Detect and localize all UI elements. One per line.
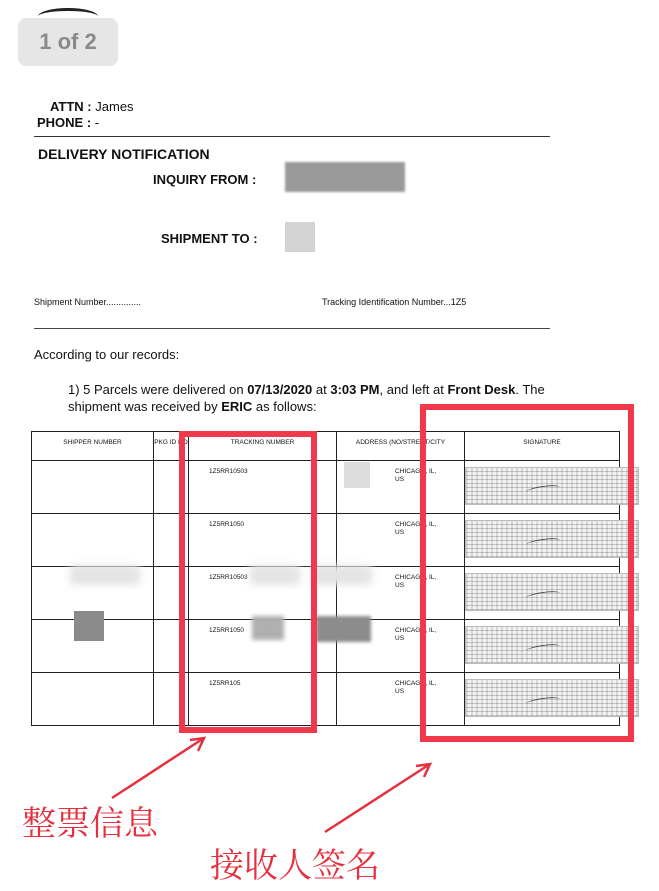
annotation-ticket-info: 整票信息 [22, 804, 158, 844]
tracking-value: 1Z5RR1050 [209, 627, 245, 634]
redaction-block [74, 611, 104, 641]
receiver-name: ERIC [221, 399, 253, 414]
redaction-blur [316, 616, 371, 642]
shipper-cell [32, 461, 154, 514]
col-address: ADDRESS (NO/STREET/CITY [337, 432, 465, 461]
address-country: US [395, 476, 405, 483]
tracking-highlight-box [179, 431, 317, 733]
shipment-to-label: SHIPMENT TO : [161, 231, 258, 246]
arrow-to-tracking [112, 738, 204, 798]
address-city: CHICAGO, IL, [395, 680, 437, 687]
summary-text: shipment was received by [68, 399, 222, 414]
summary-text: as follows: [252, 399, 317, 414]
tracking-id-label [322, 297, 466, 307]
header-rule [34, 136, 550, 137]
col-tracking-number: TRACKING NUMBER [189, 432, 337, 461]
address-country: US [395, 688, 405, 695]
address-city: CHICAGO, IL, [395, 468, 437, 475]
records-line: According to our records: [34, 347, 180, 362]
notice-title: DELIVERY NOTIFICATION [38, 146, 210, 162]
signature-highlight-box [420, 404, 634, 742]
inquiry-label: INQUIRY FROM : [153, 172, 257, 187]
redaction-blur [70, 565, 140, 585]
col-pkg-id: PKG ID NO [154, 432, 189, 461]
info-rule [34, 328, 550, 329]
attn-value: James [95, 99, 134, 114]
summary-text: , and left at [379, 382, 448, 397]
summary-text: . The [515, 382, 545, 397]
tracking-value: 1Z5RR10503 [209, 574, 248, 581]
col-signature: SIGNATURE [465, 432, 620, 461]
attn-label: ATTN : [50, 99, 92, 114]
tracking-value: 1Z5RR10503 [209, 468, 248, 475]
delivery-location: Front Desk [447, 382, 516, 397]
address-country: US [395, 529, 405, 536]
redacted-inquiry [285, 162, 405, 192]
redaction-blur [312, 565, 372, 585]
shipper-cell [32, 514, 154, 567]
delivery-date: 07/13/2020 [247, 382, 313, 397]
tracking-id-text: Tracking Identification Number...1Z5 [322, 297, 467, 307]
shipment-number-label: Shipment Number.............. [34, 297, 142, 307]
phone-line [37, 115, 99, 130]
arrow-to-signature [325, 764, 430, 832]
redaction-block [344, 462, 370, 488]
address-city: CHICAGO, IL, [395, 627, 437, 634]
address-country: US [395, 582, 405, 589]
address-country: US [395, 635, 405, 642]
attn-line [50, 99, 134, 114]
shipper-cell [32, 673, 154, 726]
redacted-shipment-to [285, 222, 315, 252]
annotation-receiver-signature: 接收人签名 [210, 846, 380, 886]
col-shipper-number: SHIPPER NUMBER [32, 432, 154, 461]
tracking-value: 1Z5RR105 [209, 680, 241, 687]
summary-text: at [312, 382, 331, 397]
address-city: CHICAGO, IL, [395, 521, 437, 528]
address-city: CHICAGO, IL, [395, 574, 437, 581]
phone-label: PHONE : [37, 115, 92, 130]
page-indicator: 1 of 2 [18, 18, 118, 66]
tracking-value: 1Z5RR1050 [209, 521, 245, 528]
summary-text: 1) 5 Parcels were delivered on [68, 382, 248, 397]
delivery-time: 3:03 PM [330, 382, 380, 397]
phone-value: - [94, 115, 100, 130]
